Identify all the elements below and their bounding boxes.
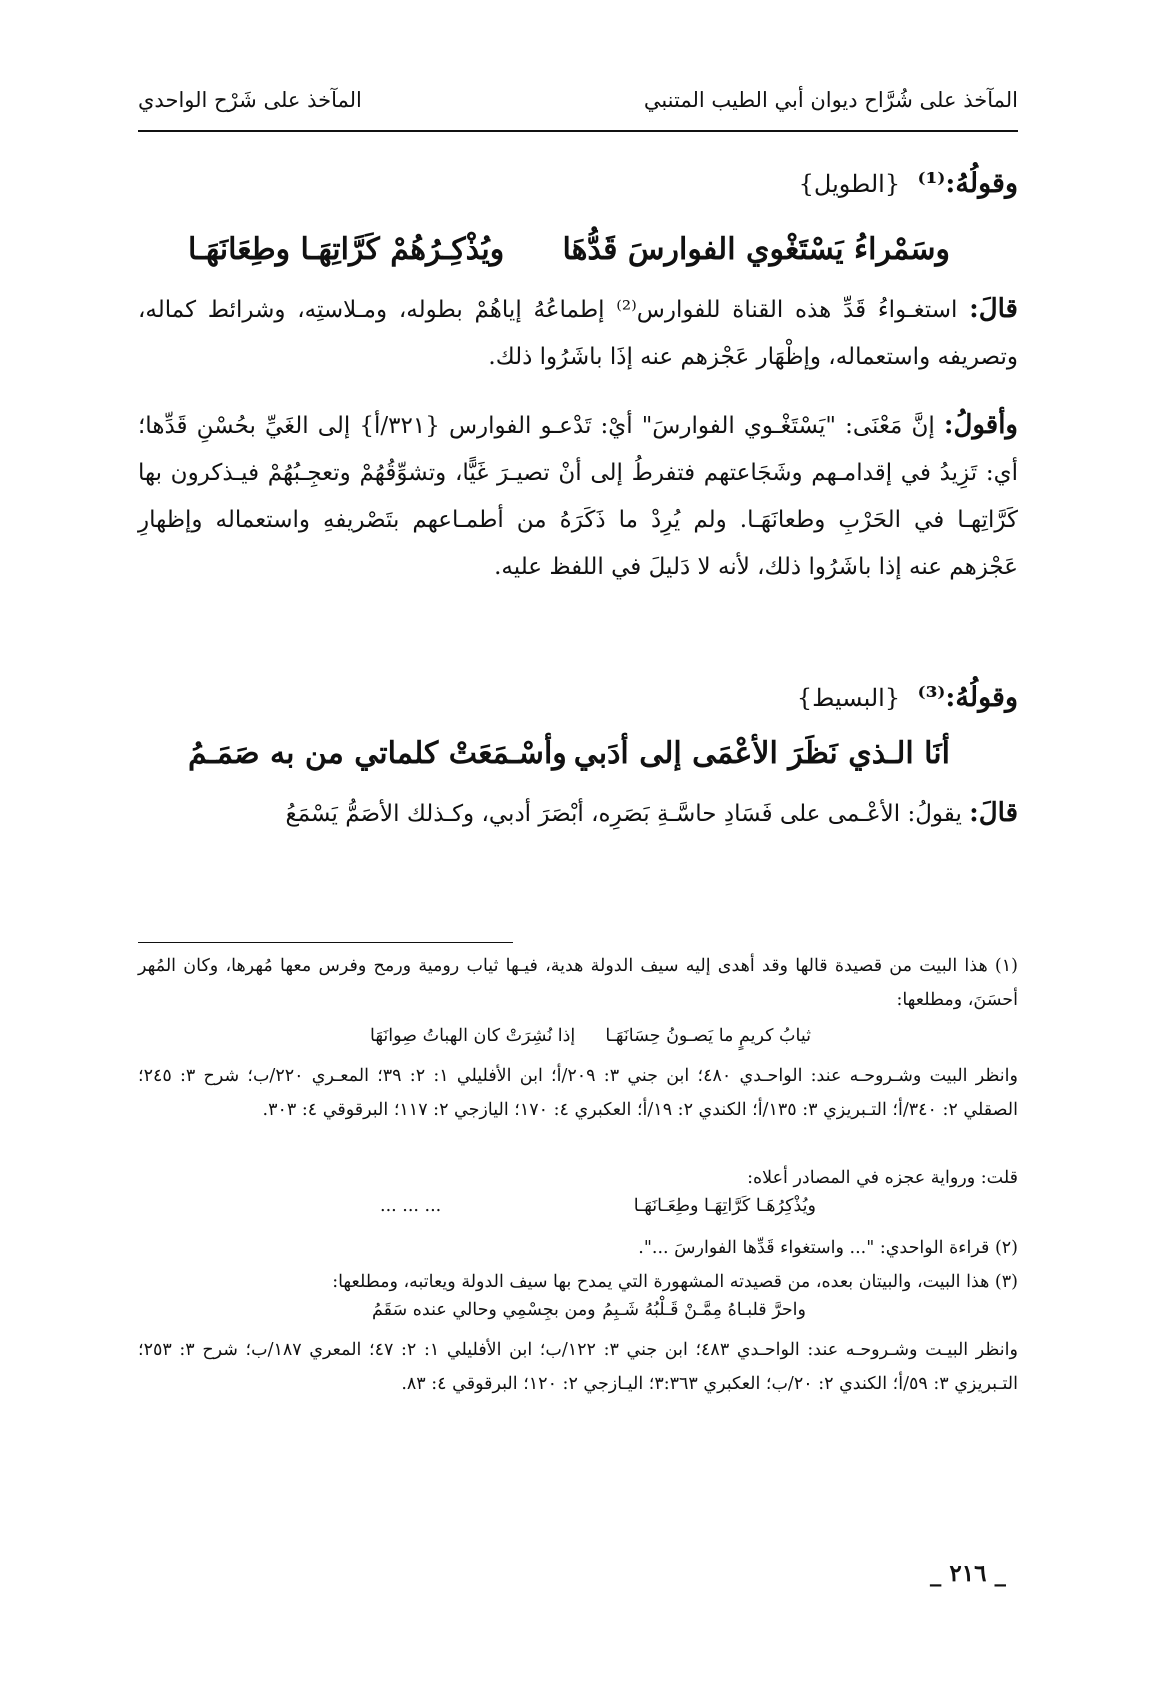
entry1-aqulu-text: إنَّ مَعْنَى: "يَسْتَغْـوي الفوارسَ" أيْ: تَدْعـو الفوارس {٣٢١/أ} إلى الغَيِّ بحُسْنِ قَدِّها؛ أي: تَزِيدُ في إقدامـهم وشَجَاعتهم فتفرطُ إلى أنْ تصيـرَ غَيًّا، وتشوِّقُهُمْ وتعجِـبُهُمْ فيـذكرون بها كَرَّاتِهـا في الحَرْبِ وطعانَهَـا. ولم يُرِدْ ما ذَكَرَهُ من أطمـاعهم بتَصْريفهِ واستعماله وإظهارِ عَجْزهم عنه إذا باشَرُوا ذلك، لأنه لا دَليلَ في اللفظ عليه. [138, 413, 1018, 580]
entry1-hemistich-1: وسَمْراءُ يَسْتَغْوي الفوارسَ قَدُّهَا [562, 232, 950, 267]
entry1-intro [138, 168, 1018, 199]
entry1-meter: {الطويل} [798, 170, 901, 198]
entry2-qala-paragraph [138, 790, 1018, 838]
entry1-intro-label: وقولُهُ:⁽¹⁾ [917, 168, 1018, 199]
footnote-1-text: (١) هذا البيت من قصيدة قالها وقد أهدى إليه سيف الدولة هدية، فيـها ثياب رومية ورمح وفرس معها مُهرها، وكان المُهر أحسَنَ، ومطلعها: [138, 956, 1018, 1010]
footnote-1-variant-ellipsis: ... ... ... [380, 1196, 442, 1216]
entry2-intro-label: وقولُهُ:⁽³⁾ [917, 682, 1018, 713]
footnote-divider [138, 942, 513, 943]
footnote-1-verse-hemistich-1: ثيابُ كريمٍ ما يَصـونُ حِسَانَهَـا [605, 1026, 811, 1046]
entry2-hemistich-1: أنَا الـذي نَظَرَ الأعْمَى إلى أدَبي [573, 736, 950, 771]
entry1-qala-text: استغـواءُ قَدِّ هذه القناة للفوارس⁽²⁾ إطماعُهُ إياهُمْ بطوله، ومـلاستِه، وشرائط كماله، وتصريفه واستعماله، وإظْهَار عَجْزهم عنه إذَا باشَرُوا ذلك. [138, 297, 1018, 370]
header-book-title: المآخذ على شُرَّاح ديوان أبي الطيب المتنبي [643, 88, 1018, 112]
footnote-1-variant-text: ويُذْكِرُهَـا كَرَّاتِهَـا وطِعَـانَهَـا [633, 1196, 816, 1216]
header-divider [138, 130, 1018, 132]
footnote-3-text: (٣) هذا البيت، والبيتان بعده، من قصيدته المشهورة التي يمدح بها سيف الدولة ويعاتبه، ومطلعها: [332, 1272, 1018, 1292]
entry1-qala-paragraph [138, 286, 1018, 381]
footnote-3-verse-hemistich-1: واحرَّ قلبـاهُ مِمَّـنْ قَـلْبُهُ شَـبِمُ [602, 1300, 806, 1320]
entry2-intro [138, 682, 1018, 713]
header-section-title: المآخذ على شَرْح الواحدي [138, 88, 362, 112]
entry1-verse [138, 232, 1018, 276]
running-header [138, 88, 1018, 128]
entry2-qala-label: قالَ: [969, 798, 1018, 828]
entry2-verse [138, 736, 1018, 780]
page-number: _ ٢١٦ _ [929, 1560, 1006, 1587]
entry1-qala-label: قالَ: [969, 294, 1018, 324]
footnote-3-sources: وانظر البيـت وشـروحـه عند: الواحـدي ٤٨٣؛ ابن جني ٣: ١٢٢/ب؛ ابن الأفليلي ١: ٢: ٤٧؛ المعري ١٨٧/ب؛ شرح ٣: ٢٥٣؛ التـبريزي ٣: ٥٩/أ؛ الكندي ٢: ٢٠/ب؛ العكبري ٣:٣٦٣؛ اليـازجي ٢: ١٢٠؛ البرقوقي ٤: ٨٣. [138, 1340, 1018, 1394]
footnote-3-verse-hemistich-2: ومن بجِسْمِي وحالي عنده سَقَمُ [372, 1300, 596, 1320]
footnote-1-sources: وانظر البيت وشـروحـه عند: الواحـدي ٤٨٠؛ ابن جني ٣: ٢٠٩/أ؛ ابن الأفليلي ١: ٢: ٣٩؛ المعـري ٢٢٠/ب؛ شرح ٣: ٢٤٥؛ الصقلي ٢: ٣٤٠/أ؛ التـبريزي ٣: ١٣٥/أ؛ الكندي ٢: ١٩/أ؛ العكبري ٤: ١٧٠؛ اليازجي ٢: ١١٧؛ البرقوقي ٤: ٣٠٣. [138, 1066, 1018, 1120]
footnote-1-verse-hemistich-2: إذا نُشِرَتْ كان الهباتُ صِوانَهَا [370, 1026, 576, 1046]
footnote-2-text: (٢) قراءة الواحدي: "... واستغواء قَدِّها الفوارسَ ...". [638, 1238, 1018, 1258]
entry2-hemistich-2: وأسْـمَعَتْ كلماتي من به صَمَـمُ [188, 736, 567, 771]
entry2-meter: {البسيط} [796, 684, 901, 712]
footnote-1-note: قلت: ورواية عجزه في المصادر أعلاه: [747, 1168, 1018, 1188]
entry1-aqulu-paragraph [138, 402, 1018, 591]
entry1-aqulu-label: وأقولُ: [943, 410, 1018, 440]
entry1-hemistich-2: ويُذْكِـرُهُمْ كَرَّاتِهَـا وطِعَانَهَـا [188, 232, 505, 267]
entry2-qala-text: يقولُ: الأعْـمى على فَسَادِ حاسَّـةِ بَصَرِه، أبْصَرَ أدبي، وكـذلك الأصَمُّ يَسْمَعُ [285, 801, 962, 827]
